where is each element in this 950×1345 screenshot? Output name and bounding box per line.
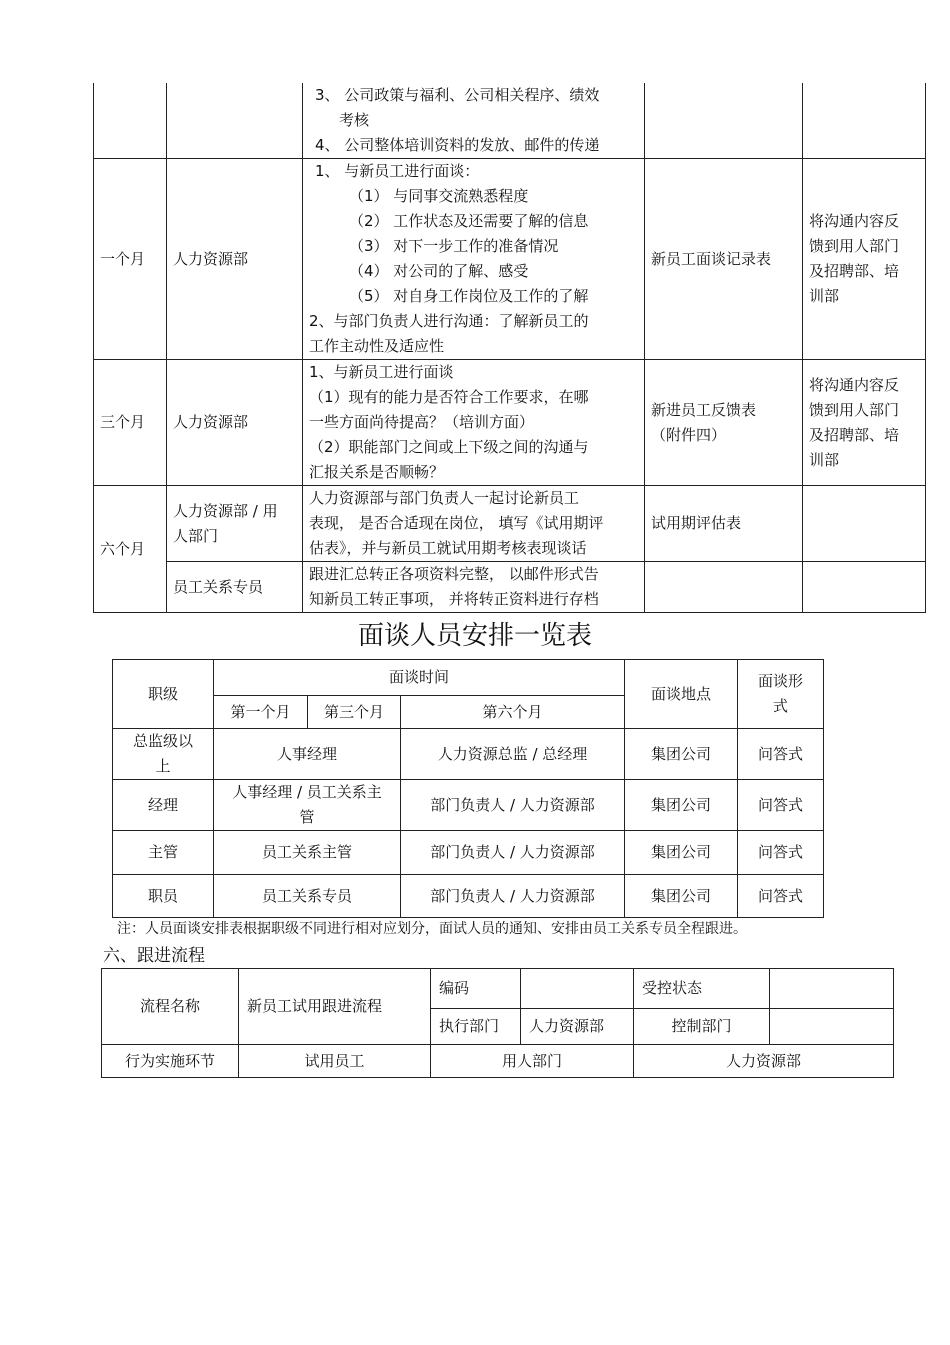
header-row bbox=[113, 660, 824, 696]
content-cell bbox=[303, 360, 645, 486]
control-status-value bbox=[770, 969, 894, 1009]
table-row bbox=[94, 83, 926, 159]
control-dept-label: 控制部门 bbox=[634, 1009, 770, 1045]
note-cell bbox=[803, 83, 926, 159]
content-line: 汇报关系是否顺畅？ bbox=[309, 463, 445, 481]
content-line: 跟进汇总转正各项资料完整， 以邮件形式告 bbox=[309, 565, 599, 583]
place-cell: 集团公司 bbox=[625, 875, 738, 918]
form-line: 新进员工反馈表 bbox=[651, 400, 757, 419]
form-cell: 问答式 bbox=[738, 875, 824, 918]
stage-label: 行为实施环节 bbox=[102, 1045, 239, 1078]
dept-cell: 人力资源部 bbox=[167, 159, 303, 360]
content-cell bbox=[303, 83, 645, 159]
flow-name-label: 流程名称 bbox=[102, 969, 239, 1045]
content-line: 2、与部门负责人进行沟通：了解新员工的 bbox=[309, 312, 589, 330]
note-cell bbox=[803, 562, 926, 613]
form-cell bbox=[645, 83, 803, 159]
dept-line: 人力资源部 / 用 bbox=[173, 501, 278, 520]
content-cell bbox=[303, 486, 645, 562]
content-line: 1、 与新员工进行面谈： bbox=[315, 162, 480, 180]
month13-line: 管 bbox=[299, 808, 315, 826]
content-line: （4） 对公司的了解、感受 bbox=[349, 262, 529, 280]
content-line: （5） 对自身工作岗位及工作的了解 bbox=[349, 287, 589, 305]
month13-cell bbox=[214, 780, 401, 831]
form-line: （附件四） bbox=[651, 425, 727, 444]
content-line: （1） 与同事交流熟悉程度 bbox=[349, 187, 529, 205]
place-cell: 集团公司 bbox=[625, 780, 738, 831]
note-line: 及招聘部、培 bbox=[809, 425, 900, 444]
form-cell: 新员工面谈记录表 bbox=[645, 159, 803, 360]
table-row bbox=[113, 780, 824, 831]
table-row bbox=[102, 1045, 894, 1078]
period-cell bbox=[94, 83, 167, 159]
month6-cell: 人力资源总监 / 总经理 bbox=[401, 729, 625, 780]
content-line: 估表》，并与新员工就试用期考核表现谈话 bbox=[309, 539, 587, 557]
period-cell: 一个月 bbox=[94, 159, 167, 360]
content-line: （1）现有的能力是否符合工作要求，在哪 bbox=[309, 388, 589, 406]
header-month1: 第一个月 bbox=[214, 696, 308, 729]
note-line: 将沟通内容反 bbox=[809, 212, 900, 230]
stage-col-trainee: 试用员工 bbox=[239, 1045, 431, 1078]
flow-name-value: 新员工试用跟进流程 bbox=[239, 969, 431, 1045]
note-line: 馈到用人部门 bbox=[809, 237, 900, 255]
code-label: 编码 bbox=[431, 969, 521, 1009]
stage-col-dept: 用人部门 bbox=[431, 1045, 634, 1078]
followup-schedule-table bbox=[93, 83, 926, 613]
content-cell bbox=[303, 562, 645, 613]
month6-cell: 部门负责人 / 人力资源部 bbox=[401, 875, 625, 918]
note-line: 训部 bbox=[809, 450, 840, 469]
dept-cell bbox=[167, 83, 303, 159]
month13-cell: 员工关系专员 bbox=[214, 875, 401, 918]
table-row bbox=[113, 729, 824, 780]
place-cell: 集团公司 bbox=[625, 831, 738, 875]
form-cell bbox=[645, 562, 803, 613]
header-form-line: 式 bbox=[773, 697, 789, 715]
content-line: （2） 工作状态及还需要了解的信息 bbox=[349, 212, 589, 230]
form-cell: 问答式 bbox=[738, 729, 824, 780]
header-time: 面谈时间 bbox=[214, 660, 625, 696]
content-line: 4、 公司整体培训资料的发放、邮件的传递 bbox=[315, 136, 600, 154]
note-cell bbox=[803, 159, 926, 360]
dept-cell: 员工关系专员 bbox=[167, 562, 303, 613]
table-row bbox=[102, 969, 894, 1009]
period-cell: 六个月 bbox=[94, 486, 167, 613]
level-line: 总监级以 bbox=[132, 732, 193, 750]
exec-dept-value: 人力资源部 bbox=[521, 1009, 634, 1045]
content-line: 3、 公司政策与福利、公司相关程序、绩效 bbox=[315, 86, 600, 104]
month6-cell: 部门负责人 / 人力资源部 bbox=[401, 780, 625, 831]
interview-schedule-title: 面谈人员安排一览表 bbox=[357, 621, 592, 651]
note-line: 及招聘部、培 bbox=[809, 262, 900, 280]
month13-cell: 人事经理 bbox=[214, 729, 401, 780]
dept-line: 人部门 bbox=[173, 526, 219, 545]
form-cell: 试用期评估表 bbox=[645, 486, 803, 562]
table-row bbox=[94, 562, 926, 613]
header-month3: 第三个月 bbox=[308, 696, 401, 729]
control-status-label: 受控状态 bbox=[634, 969, 770, 1009]
level-cell: 经理 bbox=[113, 780, 214, 831]
dept-cell bbox=[167, 486, 303, 562]
form-cell bbox=[645, 360, 803, 486]
note-line: 将沟通内容反 bbox=[809, 375, 900, 394]
month13-line: 人事经理 / 员工关系主 bbox=[232, 783, 382, 801]
content-line: 一些方面尚待提高？（培训方面） bbox=[309, 413, 535, 431]
content-line: 考核 bbox=[339, 111, 370, 129]
content-line: （2）职能部门之间或上下级之间的沟通与 bbox=[309, 438, 589, 456]
header-place: 面谈地点 bbox=[625, 660, 738, 729]
period-cell: 三个月 bbox=[94, 360, 167, 486]
content-line: 工作主动性及适应性 bbox=[309, 337, 445, 355]
process-table bbox=[101, 968, 894, 1078]
note-cell bbox=[803, 486, 926, 562]
month6-cell: 部门负责人 / 人力资源部 bbox=[401, 831, 625, 875]
note-line: 馈到用人部门 bbox=[809, 400, 900, 419]
level-cell: 职员 bbox=[113, 875, 214, 918]
level-cell bbox=[113, 729, 214, 780]
table-row bbox=[113, 875, 824, 918]
table-row bbox=[94, 159, 926, 360]
content-line: 1、与新员工进行面谈 bbox=[309, 363, 454, 381]
table-row bbox=[113, 831, 824, 875]
table-row bbox=[94, 486, 926, 562]
content-line: 知新员工转正事项， 并将转正资料进行存档 bbox=[309, 590, 599, 608]
header-month6: 第六个月 bbox=[401, 696, 625, 729]
level-line: 上 bbox=[155, 757, 171, 775]
header-form bbox=[738, 660, 824, 729]
table-row bbox=[94, 360, 926, 486]
control-dept-value bbox=[770, 1009, 894, 1045]
dept-cell: 人力资源部 bbox=[167, 360, 303, 486]
stage-col-hr: 人力资源部 bbox=[634, 1045, 894, 1078]
section-heading: 六、跟进流程 bbox=[103, 946, 205, 966]
content-cell bbox=[303, 159, 645, 360]
level-cell: 主管 bbox=[113, 831, 214, 875]
schedule-note: 注：人员面谈安排表根据职级不同进行相对应划分，面试人员的通知、安排由员工关系专员全程跟进。 bbox=[117, 921, 747, 937]
note-cell bbox=[803, 360, 926, 486]
place-cell: 集团公司 bbox=[625, 729, 738, 780]
month13-cell: 员工关系主管 bbox=[214, 831, 401, 875]
interview-schedule-table bbox=[112, 659, 824, 918]
code-value bbox=[521, 969, 634, 1009]
header-level: 职级 bbox=[113, 660, 214, 729]
exec-dept-label: 执行部门 bbox=[431, 1009, 521, 1045]
content-line: 人力资源部与部门负责人一起讨论新员工 bbox=[309, 489, 580, 507]
form-cell: 问答式 bbox=[738, 831, 824, 875]
header-form-line: 面谈形 bbox=[758, 672, 804, 690]
content-line: 表现， 是否合适现在岗位， 填写《试用期评 bbox=[309, 514, 604, 532]
content-line: （3） 对下一步工作的准备情况 bbox=[349, 237, 559, 255]
note-line: 训部 bbox=[809, 287, 840, 305]
form-cell: 问答式 bbox=[738, 780, 824, 831]
